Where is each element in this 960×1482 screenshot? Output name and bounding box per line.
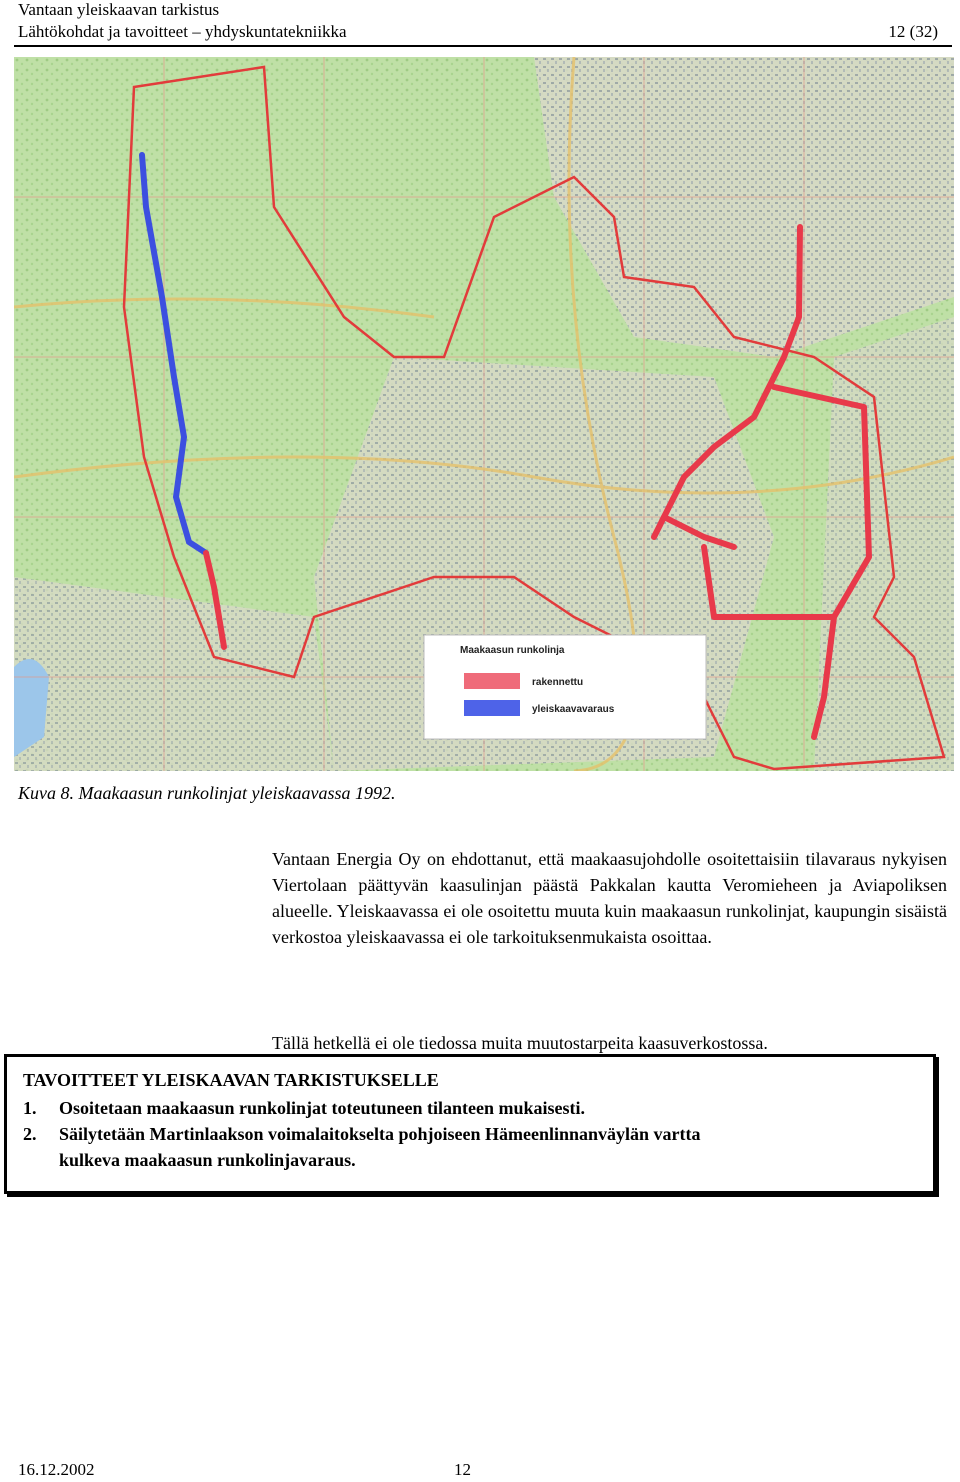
header-rule	[14, 45, 952, 47]
legend-label-reserved: yleiskaavavaraus	[532, 704, 615, 715]
map-legend	[424, 635, 706, 739]
goal-text-continuation: kulkeva maakaasun runkolinjavaraus.	[59, 1150, 356, 1170]
footer-date: 16.12.2002	[18, 1460, 95, 1479]
document-subtitle: Lähtökohdat ja tavoitteet – yhdyskuntatekniikka	[18, 22, 347, 41]
document-title: Vantaan yleiskaavan tarkistus	[18, 0, 220, 19]
goal-number: 2.	[23, 1124, 37, 1144]
goal-item-1	[23, 1095, 903, 1121]
goals-title: TAVOITTEET YLEISKAAVAN TARKISTUKSELLE	[23, 1070, 439, 1090]
page-number: 12 (32)	[888, 22, 938, 41]
footer-page-number: 12	[454, 1460, 471, 1479]
goal-text: Säilytetään Martinlaakson voimalaitokselta pohjoiseen Hämeenlinnanväylän vartta	[59, 1124, 701, 1144]
goal-item-2	[23, 1121, 903, 1173]
body-paragraph-2: Tällä hetkellä ei ole tiedossa muita muutostarpeita kaasuverkostossa.	[272, 1033, 768, 1053]
legend-swatch-built	[464, 673, 520, 689]
map-urban-east	[814, 317, 954, 771]
body-paragraph-1: Vantaan Energia Oy on ehdottanut, että maakaasujohdolle osoitettaisiin tilavaraus nykyisen Viertolaan päättyvän kaasulinjan päästä Pakkalan kautta Veromieheen ja Aviapoliksen alueelle. Yleiskaavassa ei ole osoitettu muuta kuin maakaasun runkolinjat, kaupungin sisäistä verkostoa yleiskaavassa ei ole tarkoituksenmukaista osoittaa.	[272, 849, 947, 947]
legend-swatch-reserved	[464, 700, 520, 716]
goal-text: Osoitetaan maakaasun runkolinjat toteutuneen tilanteen mukaisesti.	[59, 1098, 586, 1118]
legend-title: Maakaasun runkolinja	[460, 645, 565, 656]
legend-label-built: rakennettu	[532, 677, 584, 688]
map-figure	[14, 57, 954, 771]
goal-number: 1.	[23, 1098, 37, 1118]
map-svg	[14, 57, 954, 771]
goals-box	[4, 1054, 936, 1194]
figure-caption: Kuva 8. Maakaasun runkolinjat yleiskaavassa 1992.	[18, 783, 396, 803]
